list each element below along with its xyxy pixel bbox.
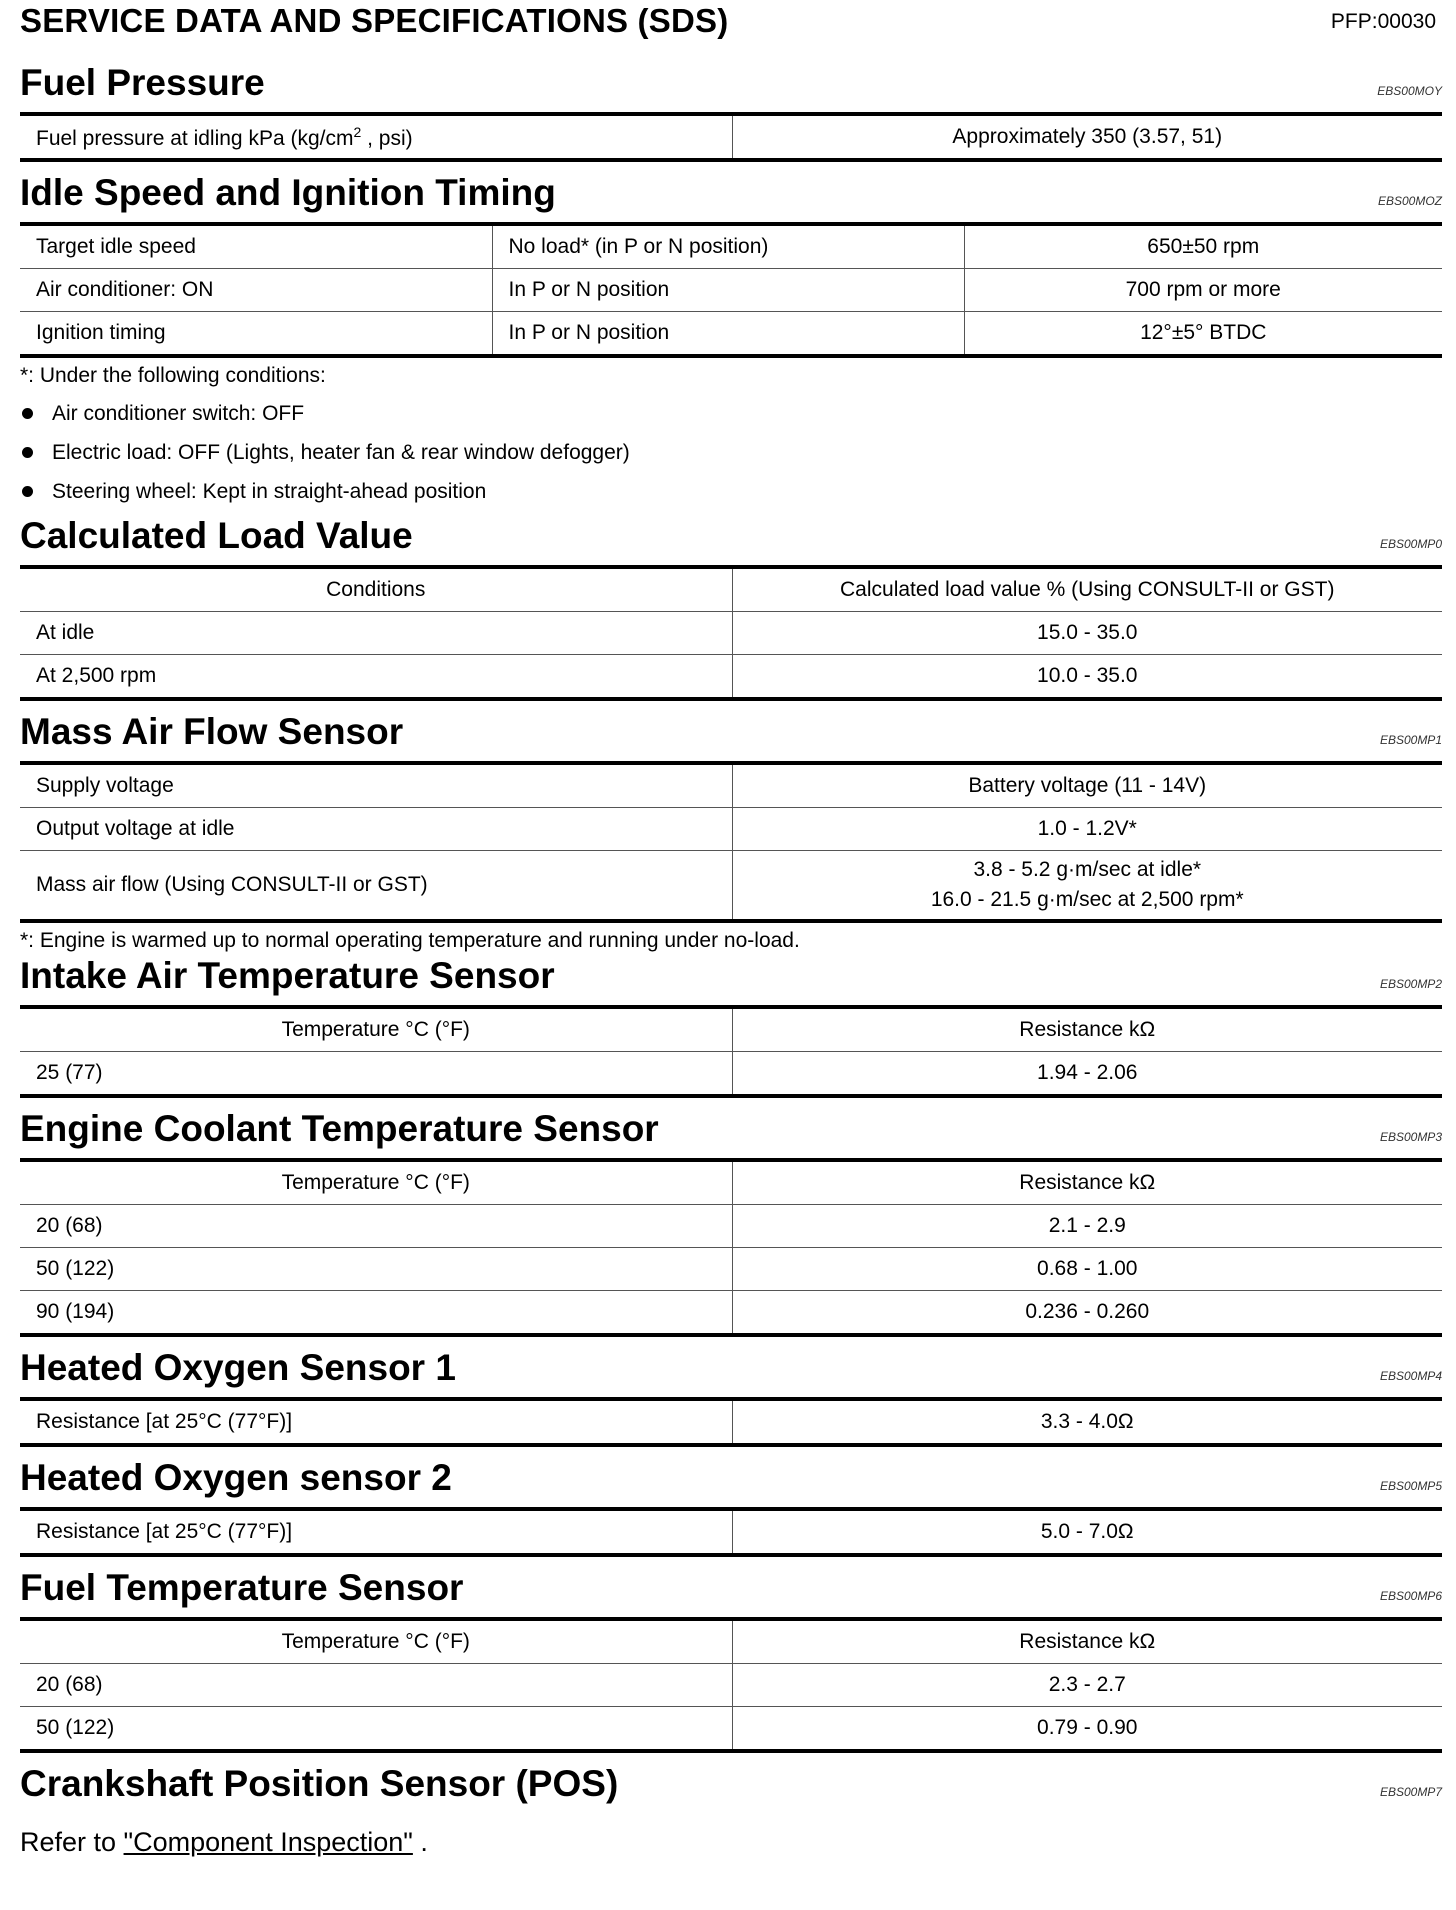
column-header: Resistance kΩ bbox=[732, 1619, 1442, 1664]
section-header-ho2s1 bbox=[20, 1337, 1442, 1397]
table-cell: 650±50 rpm bbox=[964, 224, 1442, 269]
section-ref-code: EBS00MP4 bbox=[1379, 1369, 1442, 1383]
section-ref-code: EBS00MP7 bbox=[1379, 1785, 1442, 1799]
section-ref-code: EBS00MP0 bbox=[1379, 537, 1442, 551]
table-cell: Target idle speed bbox=[20, 224, 492, 269]
section-header-fts bbox=[20, 1557, 1442, 1617]
section-ref-code: EBS00MP3 bbox=[1379, 1130, 1442, 1144]
document-header bbox=[20, 0, 1442, 44]
table-cell: 2.1 - 2.9 bbox=[732, 1205, 1442, 1248]
section-ref-code: EBS00MP6 bbox=[1379, 1589, 1442, 1603]
maf-table bbox=[20, 761, 1442, 923]
table-cell: Resistance [at 25°C (77°F)] bbox=[20, 1399, 732, 1445]
table-header-row bbox=[20, 1007, 1442, 1052]
table-cell: No load* (in P or N position) bbox=[492, 224, 964, 269]
section-ref-code: EBS00MOY bbox=[1377, 84, 1442, 98]
table-header-row bbox=[20, 1619, 1442, 1664]
table-row bbox=[20, 808, 1442, 851]
table-row bbox=[20, 269, 1442, 312]
table-cell: 12°±5° BTDC bbox=[964, 312, 1442, 357]
table-cell: 20 (68) bbox=[20, 1664, 732, 1707]
table-cell: In P or N position bbox=[492, 312, 964, 357]
footnote: *: Under the following conditions: bbox=[20, 364, 326, 387]
table-row bbox=[20, 1509, 1442, 1555]
section-title: Crankshaft Position Sensor (POS) bbox=[20, 1763, 619, 1804]
table-header-row bbox=[20, 567, 1442, 612]
table-row bbox=[20, 1248, 1442, 1291]
table-cell: Output voltage at idle bbox=[20, 808, 732, 851]
refer-text: Refer to "Component Inspection" . bbox=[20, 1827, 428, 1857]
table-row bbox=[20, 1664, 1442, 1707]
table-row bbox=[20, 224, 1442, 269]
section-header-idle-speed bbox=[20, 162, 1442, 222]
table-row bbox=[20, 763, 1442, 808]
table-cell: 50 (122) bbox=[20, 1248, 732, 1291]
table-cell: At idle bbox=[20, 612, 732, 655]
table-cell: 25 (77) bbox=[20, 1052, 732, 1097]
table-cell: 1.0 - 1.2V* bbox=[732, 808, 1442, 851]
table-cell: 2.3 - 2.7 bbox=[732, 1664, 1442, 1707]
section-ref-code: EBS00MP1 bbox=[1379, 733, 1442, 747]
table-cell: Supply voltage bbox=[20, 763, 732, 808]
bullet-icon bbox=[22, 447, 33, 458]
bullet-icon bbox=[22, 408, 33, 419]
table-cell: 3.3 - 4.0Ω bbox=[732, 1399, 1442, 1445]
table-row bbox=[20, 1205, 1442, 1248]
section-title: Intake Air Temperature Sensor bbox=[20, 955, 555, 996]
table-cell: Approximately 350 (3.57, 51) bbox=[732, 114, 1442, 160]
list-item: Electric load: OFF (Lights, heater fan & rear window defogger) bbox=[20, 433, 1442, 472]
column-header: Resistance kΩ bbox=[732, 1007, 1442, 1052]
table-row bbox=[20, 1291, 1442, 1336]
table-cell: 0.236 - 0.260 bbox=[732, 1291, 1442, 1336]
table-cell: 20 (68) bbox=[20, 1205, 732, 1248]
section-title: Mass Air Flow Sensor bbox=[20, 711, 404, 752]
fts-table bbox=[20, 1617, 1442, 1753]
condition-list bbox=[20, 394, 1442, 511]
section-title: Heated Oxygen sensor 2 bbox=[20, 1457, 452, 1498]
section-ref-code: EBS00MP2 bbox=[1379, 977, 1442, 991]
idle-speed-table bbox=[20, 222, 1442, 358]
table-row bbox=[20, 312, 1442, 357]
section-ref-code: EBS00MP5 bbox=[1379, 1479, 1442, 1493]
section-title: Idle Speed and Ignition Timing bbox=[20, 172, 556, 213]
column-header: Resistance kΩ bbox=[732, 1160, 1442, 1205]
table-cell: 3.8 - 5.2 g·m/sec at idle* 16.0 - 21.5 g·m/sec at 2,500 rpm* bbox=[732, 851, 1442, 922]
document-code: PFP:00030 bbox=[1330, 10, 1436, 33]
footnote: *: Engine is warmed up to normal operating temperature and running under no-load. bbox=[20, 929, 800, 952]
ect-table bbox=[20, 1158, 1442, 1337]
table-cell: Resistance [at 25°C (77°F)] bbox=[20, 1509, 732, 1555]
table-row bbox=[20, 851, 1442, 922]
section-header-ect bbox=[20, 1098, 1442, 1158]
table-cell: 50 (122) bbox=[20, 1707, 732, 1752]
table-cell: Ignition timing bbox=[20, 312, 492, 357]
table-cell: 0.68 - 1.00 bbox=[732, 1248, 1442, 1291]
section-header-maf bbox=[20, 701, 1442, 761]
calc-load-table bbox=[20, 565, 1442, 701]
bullet-icon bbox=[22, 486, 33, 497]
ho2s1-table bbox=[20, 1397, 1442, 1447]
section-title: Fuel Temperature Sensor bbox=[20, 1567, 464, 1608]
table-cell: 700 rpm or more bbox=[964, 269, 1442, 312]
table-cell: Air conditioner: ON bbox=[20, 269, 492, 312]
iat-table bbox=[20, 1005, 1442, 1098]
table-row bbox=[20, 1399, 1442, 1445]
table-row bbox=[20, 612, 1442, 655]
section-header-calc-load bbox=[20, 511, 1442, 565]
section-ref-code: EBS00MOZ bbox=[1377, 194, 1442, 208]
section-title: Heated Oxygen Sensor 1 bbox=[20, 1347, 456, 1388]
section-header-ckp bbox=[20, 1753, 1442, 1813]
table-cell: 15.0 - 35.0 bbox=[732, 612, 1442, 655]
table-cell: 90 (194) bbox=[20, 1291, 732, 1336]
fuel-pressure-table bbox=[20, 112, 1442, 162]
list-item: Air conditioner switch: OFF bbox=[20, 394, 1442, 433]
section-title: Engine Coolant Temperature Sensor bbox=[20, 1108, 659, 1149]
column-header: Temperature °C (°F) bbox=[20, 1007, 732, 1052]
document-title: SERVICE DATA AND SPECIFICATIONS (SDS) bbox=[20, 2, 729, 39]
table-cell: Fuel pressure at idling kPa ($kg/cm^2$ , psi) bbox=[20, 114, 732, 160]
section-header-fuel-pressure bbox=[20, 44, 1442, 112]
section-header-ho2s2 bbox=[20, 1447, 1442, 1507]
table-cell: 10.0 - 35.0 bbox=[732, 655, 1442, 700]
table-header-row bbox=[20, 1160, 1442, 1205]
section-title: Fuel Pressure bbox=[20, 62, 265, 103]
column-header: Conditions bbox=[20, 567, 732, 612]
list-item: Steering wheel: Kept in straight-ahead position bbox=[20, 472, 1442, 511]
table-cell: At 2,500 rpm bbox=[20, 655, 732, 700]
table-row bbox=[20, 1707, 1442, 1752]
table-cell: 1.94 - 2.06 bbox=[732, 1052, 1442, 1097]
sds-page bbox=[20, 0, 1442, 1858]
table-cell: Mass air flow (Using CONSULT-II or GST) bbox=[20, 851, 732, 922]
table-row bbox=[20, 114, 1442, 160]
column-header: Temperature °C (°F) bbox=[20, 1160, 732, 1205]
section-header-iat bbox=[20, 955, 1442, 1005]
column-header: Calculated load value % (Using CONSULT-II or GST) bbox=[732, 567, 1442, 612]
ho2s2-table bbox=[20, 1507, 1442, 1557]
table-cell: In P or N position bbox=[492, 269, 964, 312]
table-cell: 0.79 - 0.90 bbox=[732, 1707, 1442, 1752]
table-cell: Battery voltage (11 - 14V) bbox=[732, 763, 1442, 808]
column-header: Temperature °C (°F) bbox=[20, 1619, 732, 1664]
component-inspection-link[interactable]: "Component Inspection" bbox=[123, 1827, 413, 1857]
table-cell: 5.0 - 7.0Ω bbox=[732, 1509, 1442, 1555]
table-row bbox=[20, 1052, 1442, 1097]
table-row bbox=[20, 655, 1442, 700]
section-title: Calculated Load Value bbox=[20, 515, 413, 556]
